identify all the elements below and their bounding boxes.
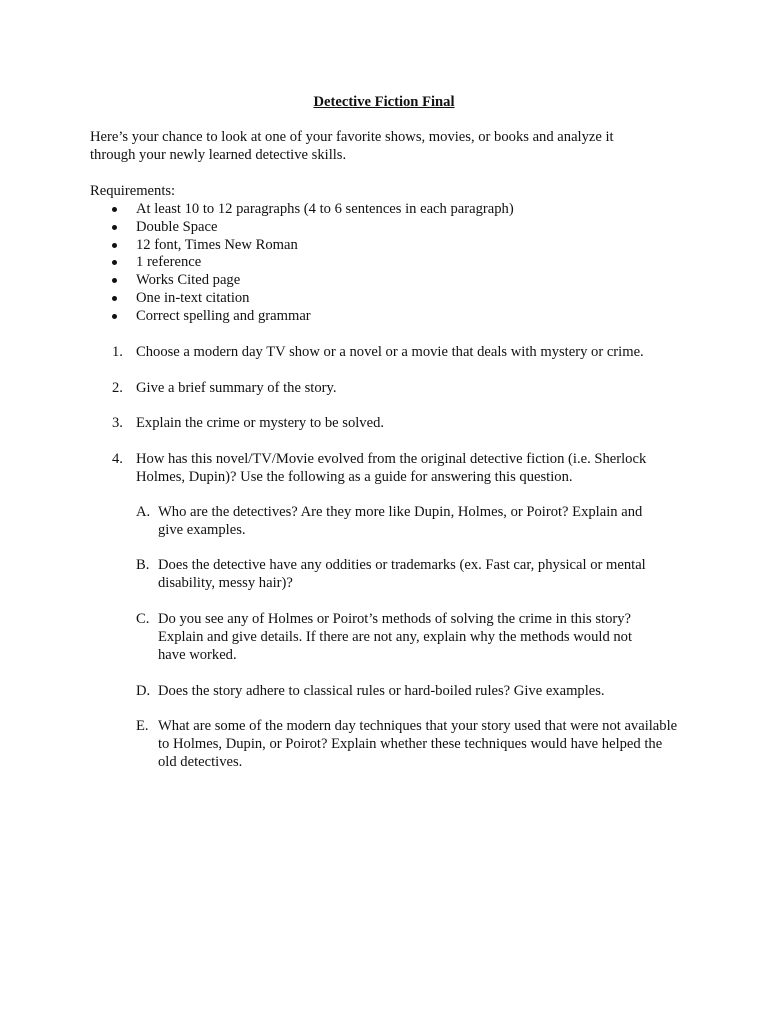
sub-question-text: What are some of the modern day techniques that your story used that were not available to Holmes, Dupin, or Poirot? Explain whether these techniques would have helped the old detectives. xyxy=(158,718,678,770)
sub-question-c xyxy=(136,611,656,664)
requirement-item xyxy=(90,237,690,255)
bullet-icon xyxy=(112,225,117,230)
requirement-text: Works Cited page xyxy=(136,272,241,289)
sub-question-text: Do you see any of Holmes or Poirot’s methods of solving the crime in this story? Explain and give details. If there are not any, explain why the methods would not have worked. xyxy=(158,611,633,663)
question-number: 2. xyxy=(112,380,123,396)
bullet-icon xyxy=(112,207,117,212)
sub-question-d xyxy=(136,683,681,701)
sub-question-a xyxy=(136,504,656,540)
requirement-item xyxy=(90,290,690,308)
question-text: Give a brief summary of the story. xyxy=(136,380,337,396)
requirement-text: 12 font, Times New Roman xyxy=(136,236,298,253)
requirement-item xyxy=(90,308,690,326)
requirement-item xyxy=(90,201,690,219)
sub-question-letter: D. xyxy=(136,683,151,699)
requirement-item xyxy=(90,219,690,237)
requirement-text: At least 10 to 12 paragraphs (4 to 6 sentences in each paragraph) xyxy=(136,201,514,217)
question-2 xyxy=(90,380,680,398)
bullet-icon xyxy=(112,243,117,248)
requirement-text: 1 reference xyxy=(136,254,202,271)
question-number: 1. xyxy=(112,344,123,360)
sub-question-letter: E. xyxy=(136,718,149,734)
question-number: 3. xyxy=(112,415,123,431)
requirement-text: One in-text citation xyxy=(136,289,250,306)
requirements-list xyxy=(90,201,690,326)
requirements-heading: Requirements: xyxy=(90,183,176,199)
requirement-text: Double Space xyxy=(136,218,218,235)
requirement-text: Correct spelling and grammar xyxy=(136,307,311,324)
sub-question-letter: A. xyxy=(136,504,151,520)
question-1 xyxy=(90,344,680,362)
sub-question-text: Does the story adhere to classical rules or hard-boiled rules? Give examples. xyxy=(158,683,605,699)
sub-question-text: Does the detective have any oddities or trademarks (ex. Fast car, physical or mental disability, messy hair)? xyxy=(158,557,646,591)
intro-paragraph: Here’s your chance to look at one of your favorite shows, movies, or books and analyze it through your newly learned detective skills. xyxy=(90,129,614,163)
question-3 xyxy=(90,415,680,433)
bullet-icon xyxy=(112,278,117,283)
bullet-icon xyxy=(112,260,117,265)
sub-question-b xyxy=(136,557,666,593)
document-title: Detective Fiction Final xyxy=(313,94,455,110)
sub-question-e xyxy=(136,718,684,771)
requirement-item xyxy=(90,254,690,272)
question-number: 4. xyxy=(112,451,123,467)
requirement-item xyxy=(90,272,690,290)
question-4 xyxy=(90,451,670,487)
question-text: Choose a modern day TV show or a novel or a movie that deals with mystery or crime. xyxy=(136,344,644,360)
sub-question-letter: B. xyxy=(136,557,150,573)
bullet-icon xyxy=(112,314,117,319)
sub-question-letter: C. xyxy=(136,611,150,627)
sub-question-text: Who are the detectives? Are they more like Dupin, Holmes, or Poirot? Explain and give examples. xyxy=(158,504,643,538)
question-text: How has this novel/TV/Movie evolved from the original detective fiction (i.e. Sherlock Holmes, Dupin)? Use the following as a guide for answering this question. xyxy=(136,451,647,485)
question-text: Explain the crime or mystery to be solved. xyxy=(136,415,385,431)
bullet-icon xyxy=(112,296,117,301)
